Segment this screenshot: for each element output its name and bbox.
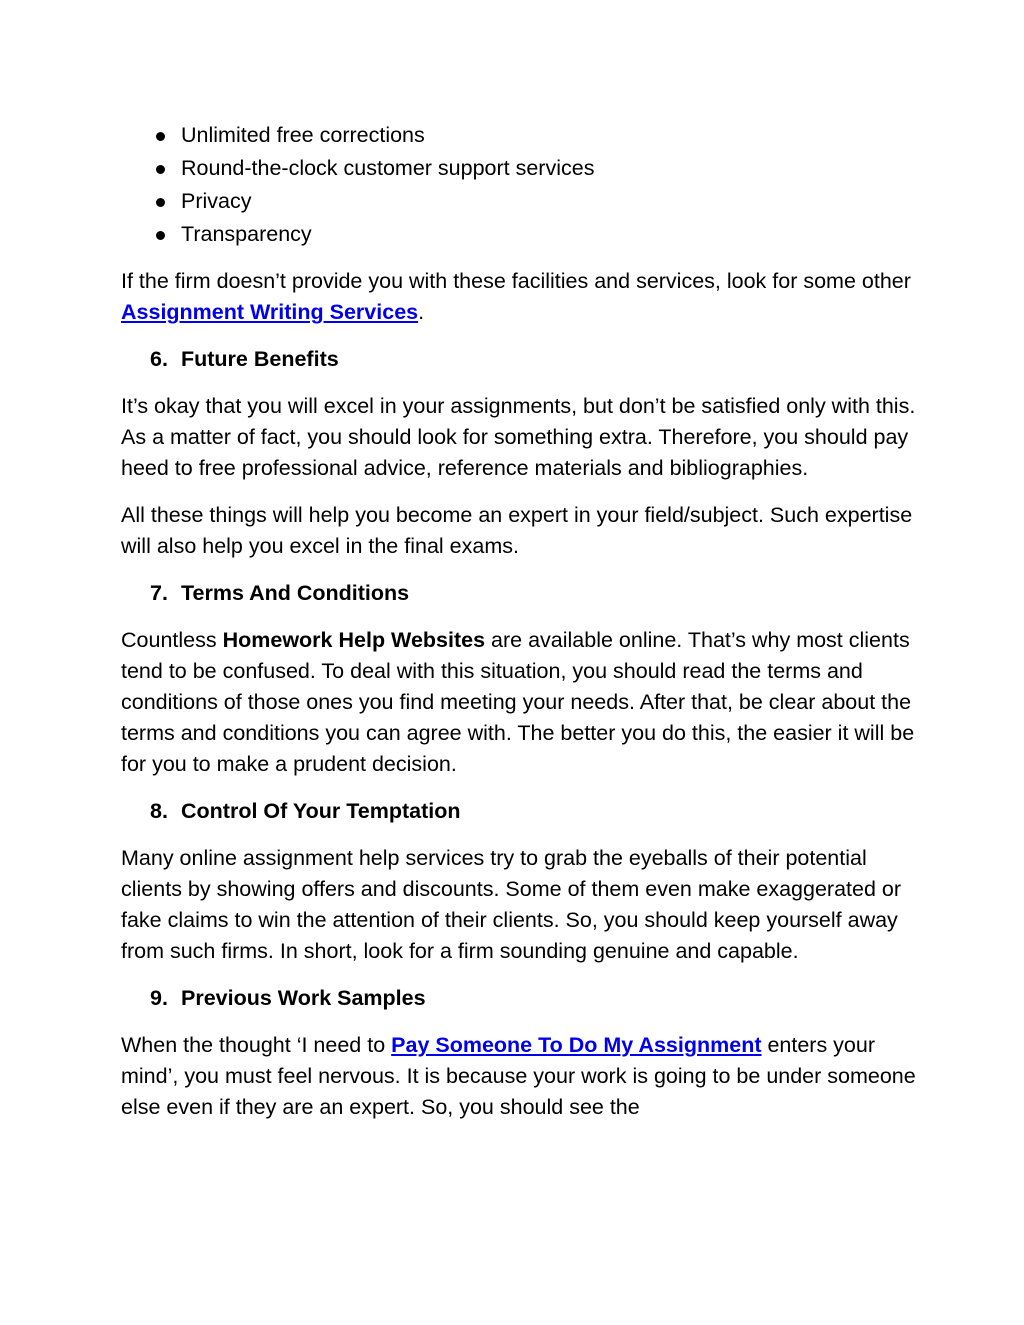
bullet-icon xyxy=(156,231,165,240)
bullet-icon xyxy=(156,165,165,174)
pay-someone-link[interactable]: Pay Someone To Do My Assignment xyxy=(391,1033,762,1057)
paragraph-expertise: All these things will help you become an expert in your field/subject. Such expertise will also help you excel in the final exams. xyxy=(121,503,913,558)
paragraph-facilities: If the firm doesn’t provide you with these facilities and services, look for some other Assignment Writing Services. xyxy=(121,269,911,324)
document-body xyxy=(121,120,921,1139)
homework-help-websites-text: Homework Help Websites xyxy=(222,628,486,652)
bullet-icon xyxy=(156,198,165,207)
list-item: Round-the-clock customer support services xyxy=(121,153,921,186)
features-list xyxy=(121,120,921,252)
list-item: Transparency xyxy=(121,219,921,252)
paragraph-work-samples: When the thought ‘I need to Pay Someone To Do My Assignment enters your mind’, you must feel nervous. It is because your work is going to be under someone else even if they are an expert. So, you should see the xyxy=(121,1033,916,1119)
assignment-writing-services-link[interactable]: Assignment Writing Services xyxy=(121,300,419,324)
paragraph-future-benefits: It’s okay that you will excel in your assignments, but don’t be satisfied only with this. As a matter of fact, you should look for something extra. Therefore, you should pay heed to free professional advice, reference materials and bibliographies. xyxy=(121,394,916,480)
section-heading-terms-conditions: 7. Terms And Conditions xyxy=(150,581,410,605)
list-item: Privacy xyxy=(121,186,921,219)
section-heading-temptation: 8. Control Of Your Temptation xyxy=(150,799,461,823)
section-heading-future-benefits: 6. Future Benefits xyxy=(150,347,339,371)
list-item: Unlimited free corrections xyxy=(121,120,921,153)
paragraph-temptation: Many online assignment help services try to grab the eyeballs of their potential clients by showing offers and discounts. Some of them even make exaggerated or fake claims to win the attention of their clients. So, you should keep yourself away from such firms. In short, look for a firm sounding genuine and capable. xyxy=(121,846,902,963)
paragraph-terms: Countless Homework Help Websites are available online. That’s why most clients tend to be confused. To deal with this situation, you should read the terms and conditions of those ones you find meeting your needs. After that, be clear about the terms and conditions you can agree with. The better you do this, the easier it will be for you to make a prudent decision. xyxy=(121,628,915,776)
bullet-icon xyxy=(156,132,165,141)
section-heading-work-samples: 9. Previous Work Samples xyxy=(150,986,426,1010)
